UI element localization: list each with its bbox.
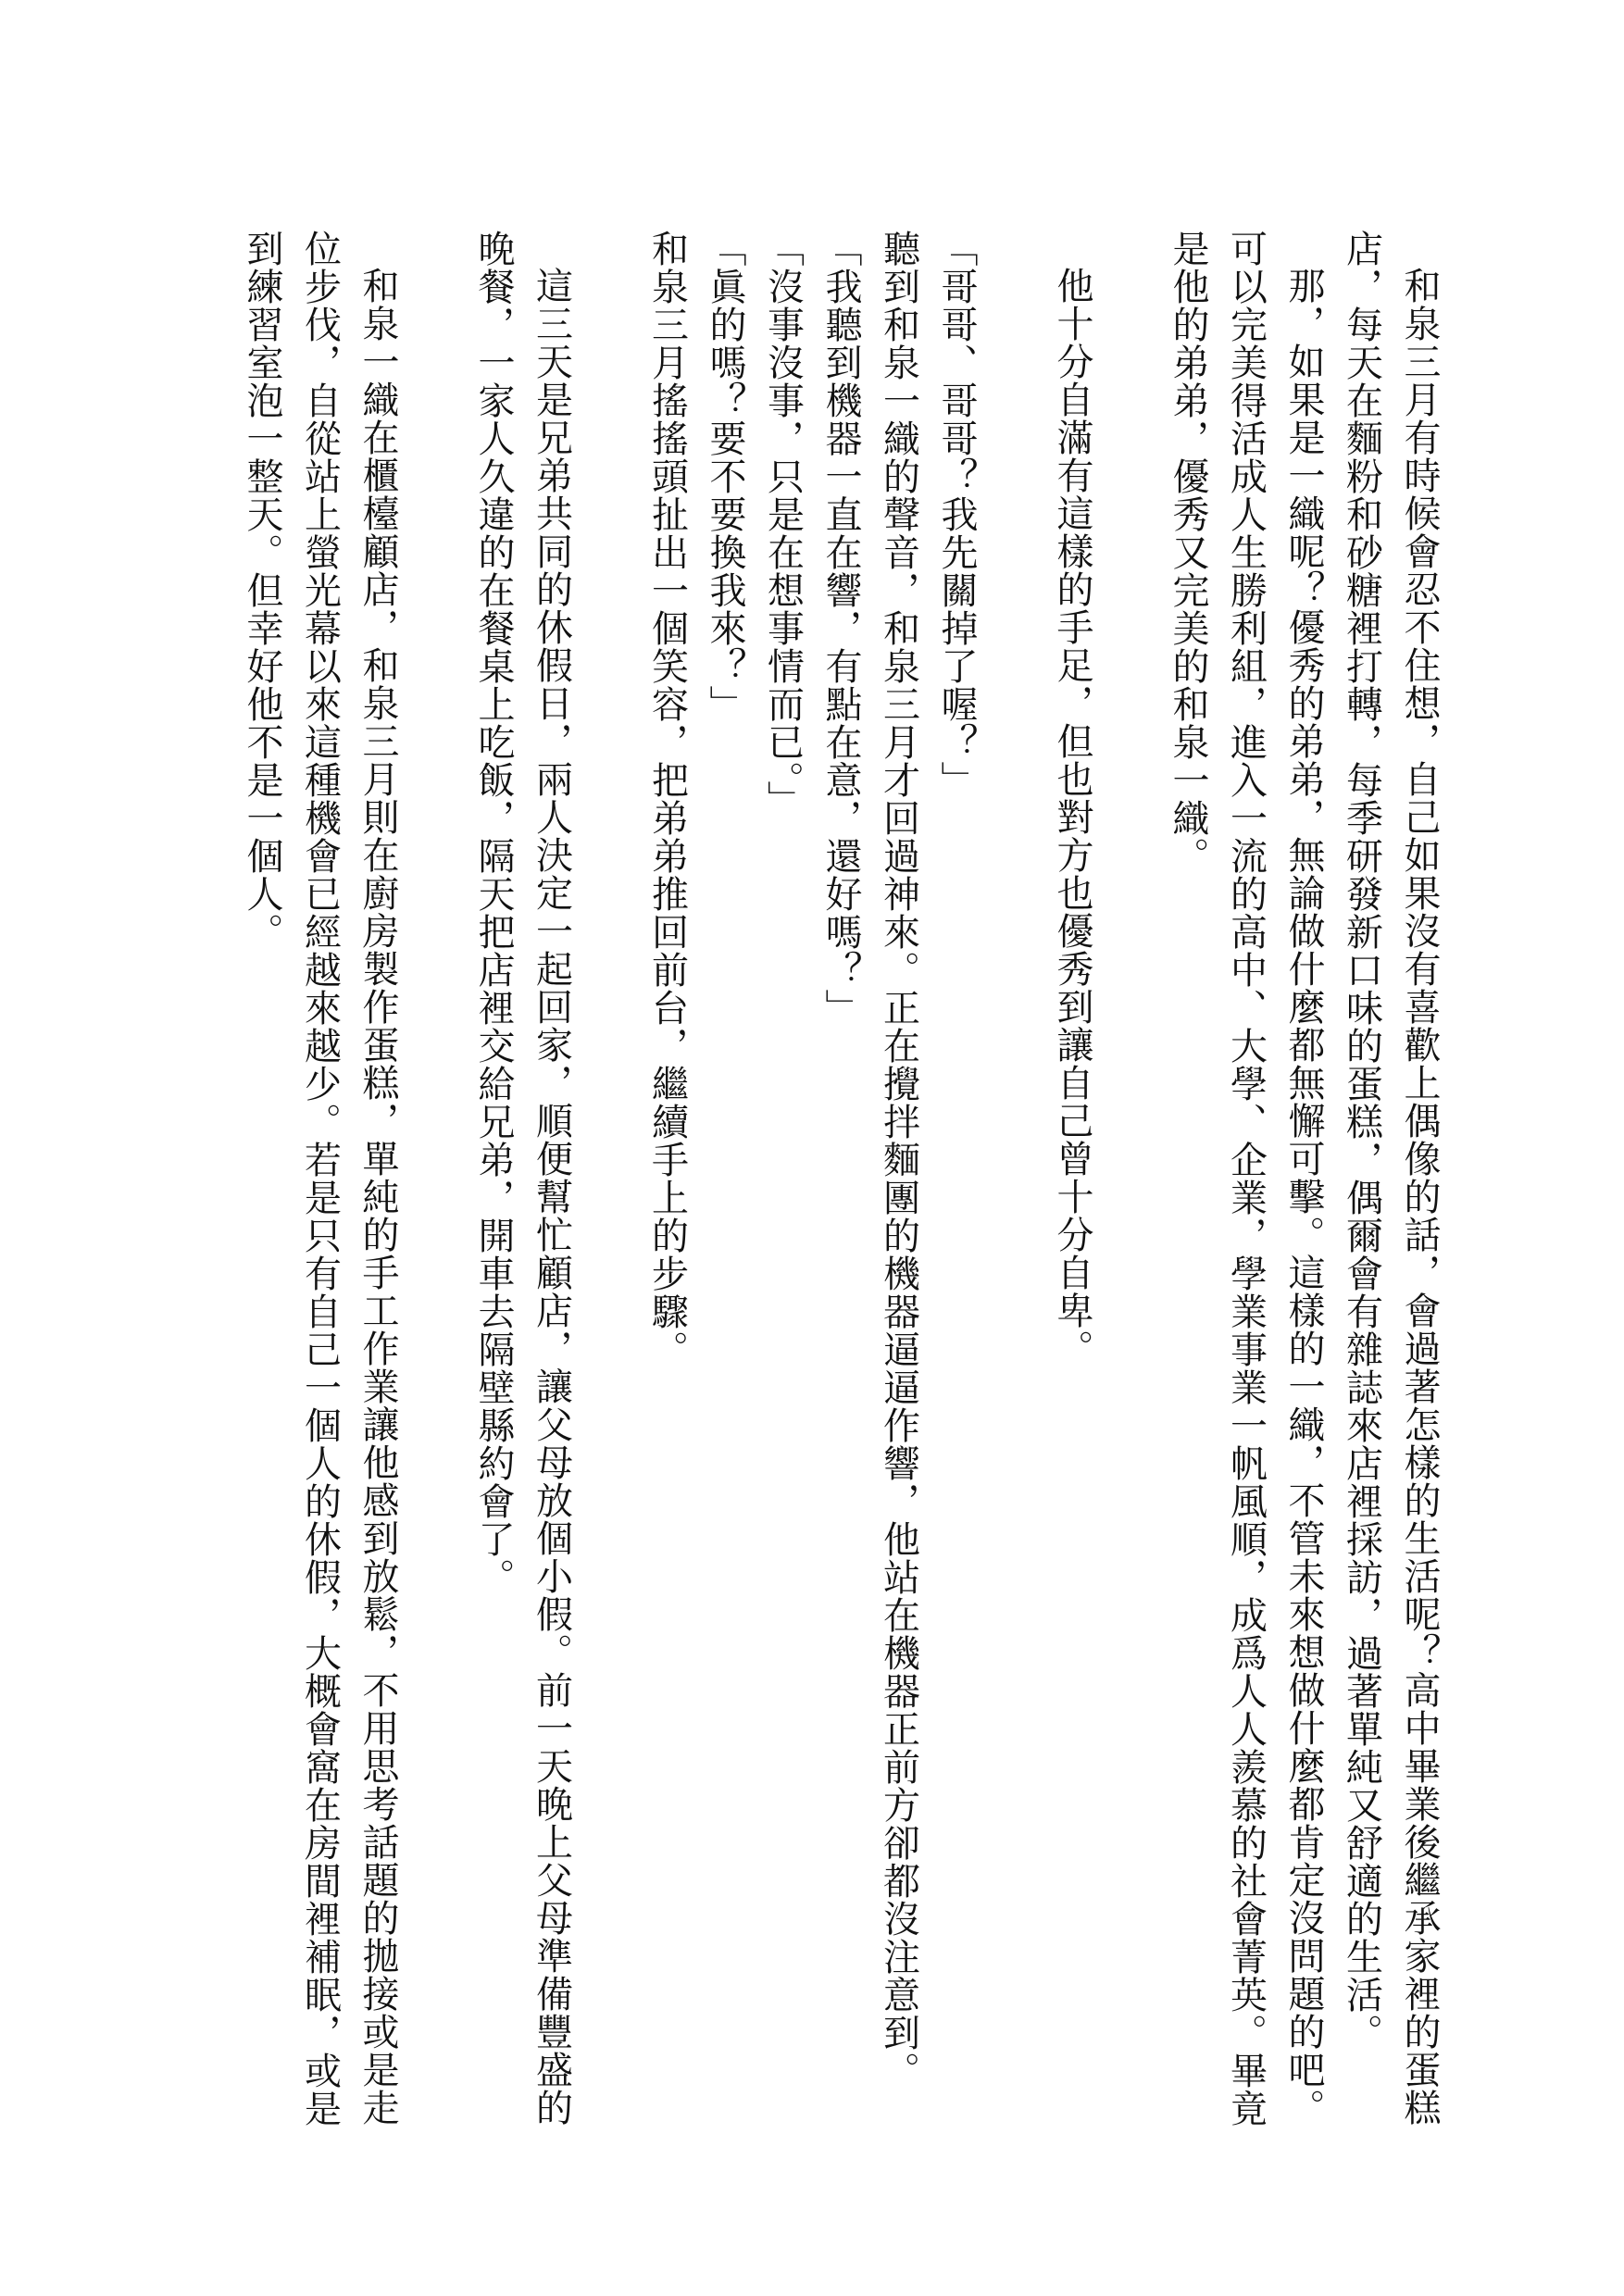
- paragraph-7: 和泉一織在櫃檯顧店，和泉三月則在廚房製作蛋糕，單純的手工作業讓他感到放鬆，不用思考話題的拋接或是走位步伐，自從站上螢光幕以來這種機會已經越來越少。若是只有自己一個人的休假，大概會窩在房間裡補眠，或是到練習室泡一整天。但幸好他不是一個人。: [241, 230, 399, 2128]
- paragraph-gap: [985, 230, 1043, 2128]
- paragraph-gap: [581, 230, 639, 2128]
- dialogue-line-1: 「哥哥、哥哥？我先關掉了喔？」: [935, 230, 978, 799]
- paragraph-gap: [406, 230, 465, 2128]
- paragraph-5: 和泉三月搖搖頭扯出一個笑容，把弟弟推回前台，繼續手上的步驟。: [645, 230, 689, 1368]
- paragraph-3: 他十分自滿有這樣的手足，但也對方也優秀到讓自己曾十分自卑。: [1051, 267, 1093, 1367]
- paragraph-4: 聽到和泉一織的聲音，和泉三月才回過神來。正在攪拌麵團的機器逼逼作響，他站在機器正前方卻都沒注意到。: [877, 230, 920, 2090]
- dialogue-line-3: 「沒事沒事，只是在想事情而已。」: [761, 230, 805, 818]
- dialogue-line-4: 「眞的嗎？要不要換我來？」: [704, 230, 746, 723]
- vertical-text-body: [233, 230, 1449, 2128]
- paragraph-1: 和泉三月有時候會忍不住想，自己如果沒有喜歡上偶像的話，會過著怎樣的生活呢？高中畢業後繼承家裡的蛋糕店，每天在麵粉和砂糖裡打轉，每季研發新口味的蛋糕，偶爾會有雜誌來店裡採訪，過著單純又舒適的生活。: [1340, 230, 1441, 2127]
- paragraph-gap: [1101, 230, 1159, 2128]
- paragraph-6: 這三天是兄弟共同的休假日，兩人決定一起回家，順便幫忙顧店，讓父母放個小假。前一天晚上父母準備豐盛的晚餐，一家人久違的在餐桌上吃飯，隔天把店裡交給兄弟，開車去隔壁縣約會了。: [472, 230, 573, 2127]
- dialogue-line-2: 「我聽到機器一直在響，有點在意，還好嗎？」: [819, 230, 862, 1027]
- paragraph-2: 那，如果是一織呢？優秀的弟弟，無論做什麼都無懈可擊。這樣的一織，不管未來想做什麼都肯定沒問題的吧。可以完美得活成人生勝利組，進入一流的高中、大學、企業，學業事業一帆風順，成爲人人羨慕的社會菁英。畢竟是他的弟弟，優秀又完美的和泉一織。: [1167, 230, 1325, 2128]
